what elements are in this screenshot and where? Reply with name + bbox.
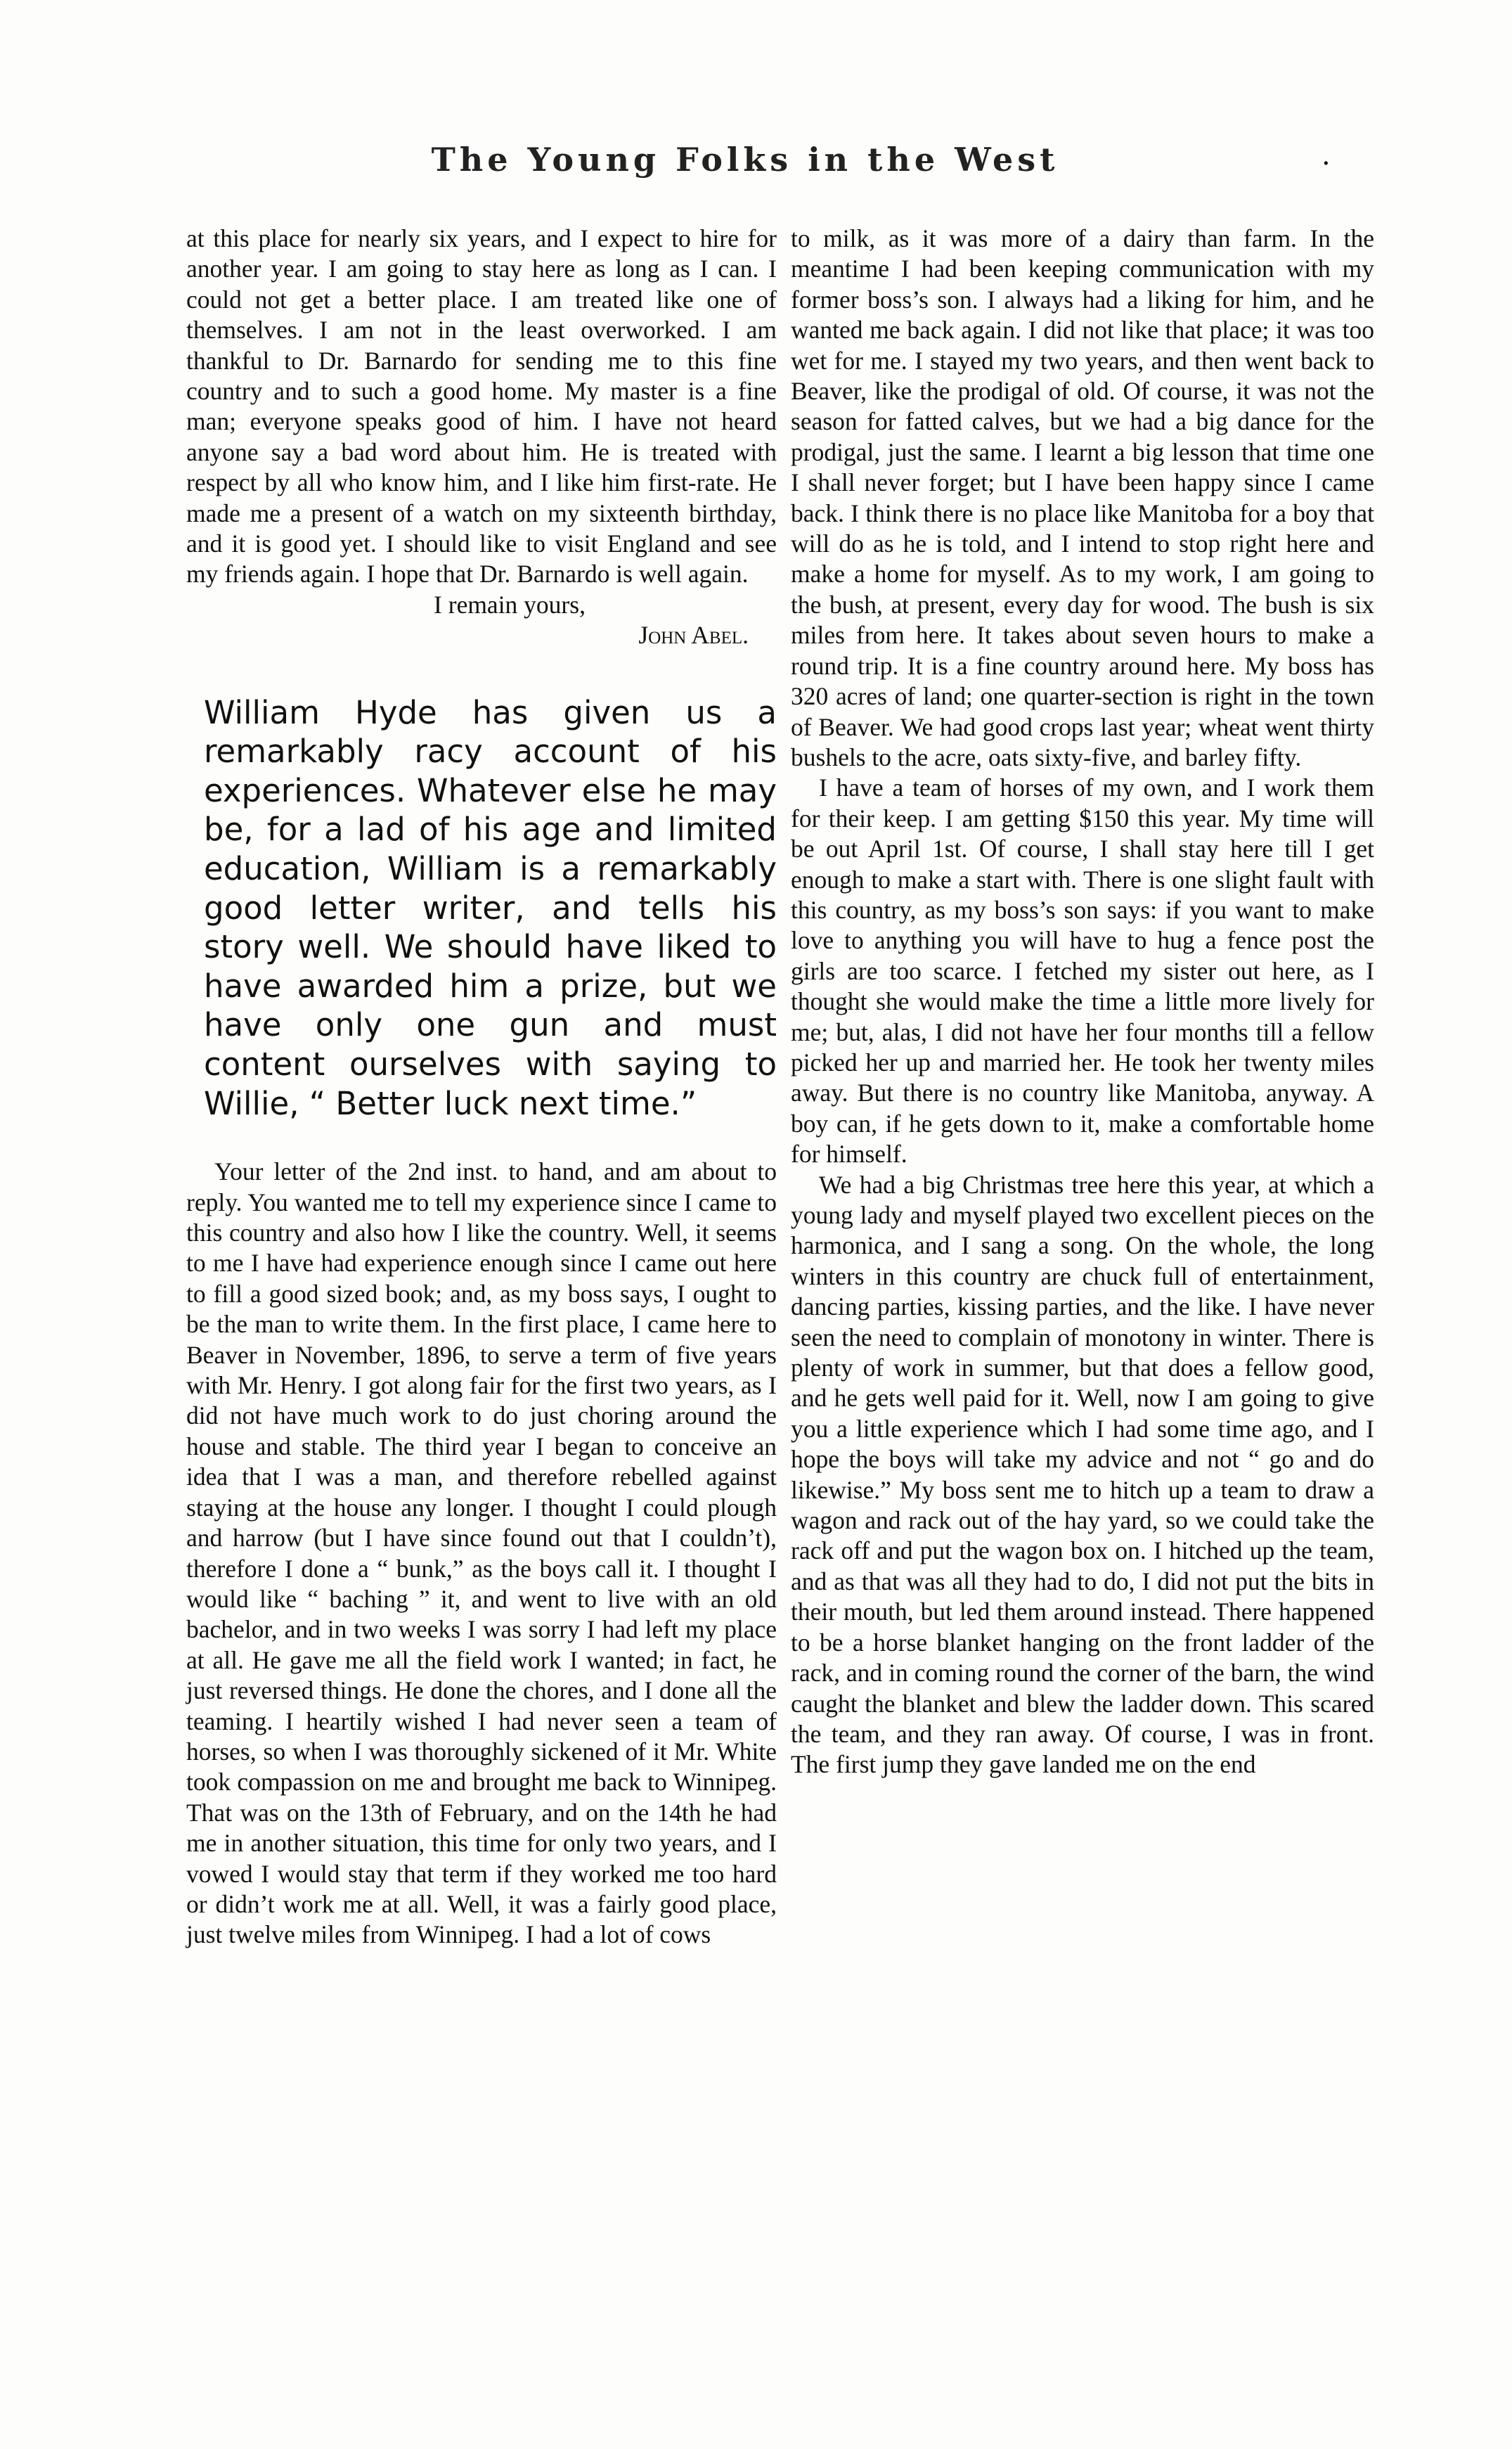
hyde-letter-start: Your letter of the 2nd inst. to hand, and am about to reply. You wanted me to tell my experience since I came to this country and also how I like the country. Well, it seems to me I have had experience enough since I came out here to fill a good sized book; and, as my boss says, I ought to be the man to write them. In the first place, I came here to Beaver in November, 1896, to serve a term of five years with Mr. Henry. I got along fair for the first two years, as I did not have much work to do just choring around the house and stable. The third year I began to conceive an idea that I was a man, and therefore rebelled against staying at the house any longer. I thought I could plough and harrow (but I have since found out that I couldn’t), therefore I done a “ bunk,” as the boys call it. I thought I would like “ baching ” it, and went to live with an old bachelor, and in two weeks I was sorry I had left my place at all. He gave me all the field work I wanted; in fact, he just reversed things. He done the chores, and I done all the teaming. I heartily wished I had never seen a team of horses, so when I was thoroughly sickened of it Mr. White took compassion on me and brought me back to Winnipeg. That was on the 13th of February, and on the 14th he had me in another situation, this time for only two years, and I vowed I would stay that term if they worked me too hard or didn’t work me at all. Well, it was a fairly good place, just twelve miles from Winnipeg. I had a lot of cows (186, 1157, 777, 1949)
page-mark: . (1322, 139, 1331, 172)
letter-closing: I remain yours, (434, 590, 586, 619)
letter-signature: John Abel. (638, 621, 749, 650)
left-column (186, 224, 777, 1950)
hyde-letter-para-3: We had a big Christmas tree here this year, at which a young lady and myself played two excellent pieces on the harmonica, and I sang a song. On the whole, the long winters in this country are chuck full of entertainment, dancing parties, kissing parties, and the like. I have never seen the need to complain of monotony in winter. There is plenty of work in summer, but that does a fellow good, and he gets well paid for it. Well, now I am going to give you a little experience which I had some time ago, and I hope the boys will take my advice and not “ go and do likewise.” My boss sent me to hitch up a team to draw a wagon and rack out of the hay yard, so we could take the rack off and put the wagon box on. I hitched up the team, and as that was all they had to do, I did not put the bits in their mouth, but led them around instead. There happened to be a horse blanket hanging on the front ladder of the rack, and in coming round the corner of the barn, the wind caught the blanket and blew the ladder down. This scared the team, and they ran away. Of course, I was in front. The first jump they gave landed me on the end (791, 1170, 1374, 1779)
right-column (791, 224, 1374, 1780)
hyde-letter-para-2: I have a team of horses of my own, and I work them for their keep. I am getting $150 this year. My time will be out April 1st. Of course, I shall stay here till I get enough to make a start with. There is one slight fault with this country, as my boss’s son says: if you want to make love to anything you will have to hug a fence post the girls are too scarce. I fetched my sister out here, as I thought she would make the time a little more lively for me; but, alas, I did not have her four months till a fellow picked her up and married her. He took her twenty miles away. But there is no country like Manitoba, anyway. A boy can, if he gets down to it, make a comfortable home for himself. (791, 773, 1374, 1169)
editorial-intro: William Hyde has given us a remarkably racy account of his experiences. Whatever else he may be, for a lad of his age and limited education, William is a remarkably good letter writer, and tells his story well. We should have liked to have awarded him a prize, but we have only one gun and must content ourselves with saying to Willie, “ Better luck next time.” (204, 693, 777, 1122)
running-header: The Young Folks in the West (431, 141, 1059, 179)
hyde-letter-para-1: to milk, as it was more of a dairy than farm. In the meantime I had been keeping communication with my former boss’s son. I always had a liking for him, and he wanted me back again. I did not like that place; it was too wet for me. I stayed my two years, and then went back to Beaver, like the prodigal of old. Of course, it was not the season for fatted calves, but we had a big dance for the prodigal, just the same. I learnt a big lesson that time one I shall never forget; but I have been happy since I came back. I think there is no place like Manitoba for a boy that will do as he is told, and I intend to stop right here and make a home for myself. As to my work, I am going to the bush, at present, every day for wood. The bush is six miles from here. It takes about seven hours to make a round trip. It is a fine country around here. My boss has 320 acres of land; one quarter-section is right in the town of Beaver. We had good crops last year; wheat went thirty bushels to the acre, oats sixty-five, and barley fifty. (791, 224, 1374, 771)
john-abel-letter-end: at this place for nearly six years, and I expect to hire for another year. I am going to stay here as long as I can. I could not get a better place. I am treated like one of themselves. I am not in the least overworked. I am thankful to Dr. Barnardo for sending me to this fine country and to such a good home. My master is a fine man; everyone speaks good of him. I have not heard anyone say a bad word about him. He is treated with respect by all who know him, and I like him first-rate. He made me a present of a watch on my sixteenth birthday, and it is good yet. I should like to visit England and see my friends again. I hope that Dr. Barnardo is well again. (186, 224, 777, 589)
